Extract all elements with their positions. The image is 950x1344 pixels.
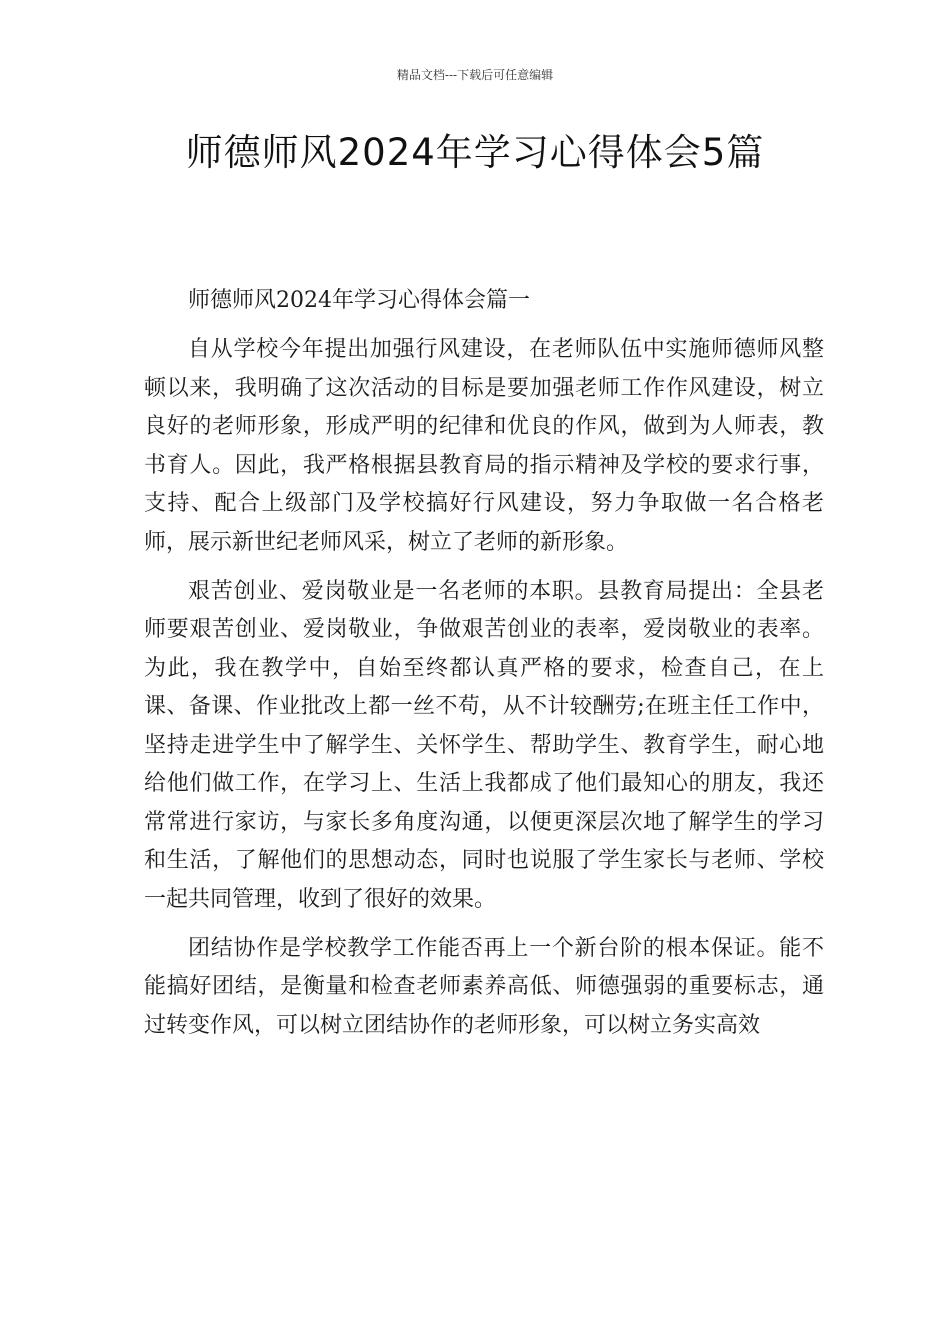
paragraph-3: 团结协作是学校教学工作能否再上一个新台阶的根本保证。能不能搞好团结，是衡量和检查老师素养高低、师德强弱的重要标志，通过转变作风，可以树立团结协作的老师形象，可以树立务实高效: [144, 935, 824, 1038]
document-body: [144, 282, 824, 1056]
paragraph-2: 艰苦创业、爱岗敬业是一名老师的本职。县教育局提出：全县老师要艰苦创业、爱岗敬业，争做艰苦创业的表率，爱岗敬业的表率。为此，我在教学中，自始至终都认真严格的要求，检查自己，在上课、备课、作业批改上都一丝不苟，从不计较酬劳;在班主任工作中，坚持走进学生中了解学生、关怀学生、帮助学生、教育学生，耐心地给他们做工作，在学习上、生活上我都成了他们最知心的朋友，我还常常进行家访，与家长多角度沟通，以便更深层次地了解学生的学习和生活，了解他们的思想动态，同时也说服了学生家长与老师、学校一起共同管理，收到了很好的效果。: [144, 578, 824, 912]
paragraph-1: 自从学校今年提出加强行风建设，在老师队伍中实施师德师风整顿以来，我明确了这次活动的目标是要加强老师工作作风建设，树立良好的老师形象，形成严明的纪律和优良的作风，做到为人师表，教书育人。因此，我严格根据县教育局的指示精神及学校的要求行事，支持、配合上级部门及学校搞好行风建设，努力争取做一名合格老师，展示新世纪老师风采，树立了老师的新形象。: [144, 337, 824, 555]
section-heading: 师德师风2024年学习心得体会篇一: [188, 288, 530, 313]
header-note: 精品文档---下载后可任意编辑: [396, 68, 554, 82]
document-title: 师德师风2024年学习心得体会5篇: [185, 131, 765, 174]
